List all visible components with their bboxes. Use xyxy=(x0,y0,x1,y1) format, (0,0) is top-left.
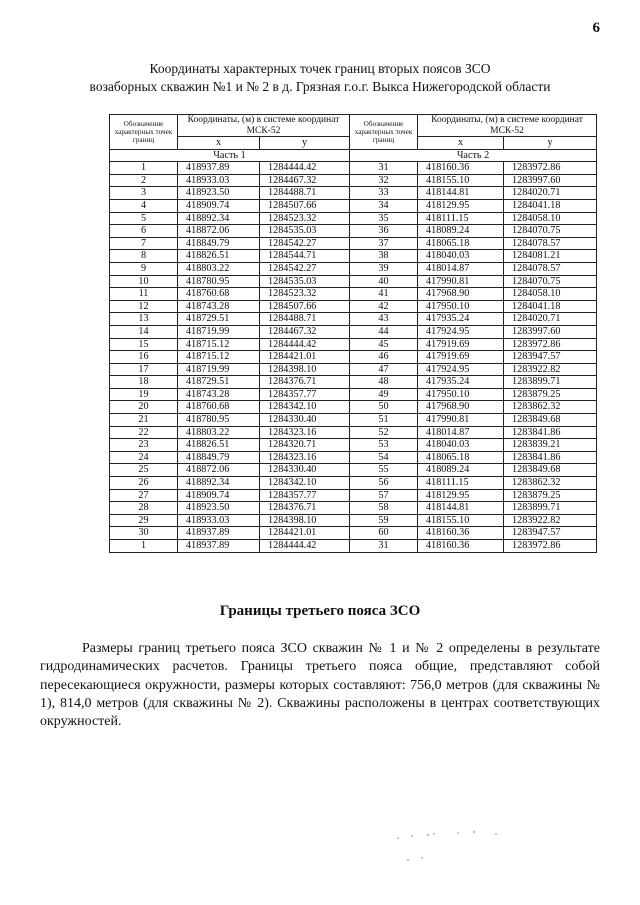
cell-y-2: 1284041.18 xyxy=(504,300,597,313)
cell-y-1: 1284507.66 xyxy=(260,199,350,212)
cell-x-1: 418780.95 xyxy=(178,414,260,427)
cell-point-1: 29 xyxy=(110,514,178,527)
cell-x-1: 418715.12 xyxy=(178,338,260,351)
header-point-label-part1: Обозначение характерных точек границ xyxy=(110,115,178,150)
cell-y-2: 1283841.86 xyxy=(504,426,597,439)
cell-point-1: 1 xyxy=(110,540,178,553)
cell-point-2: 38 xyxy=(350,250,418,263)
cell-y-1: 1284342.10 xyxy=(260,401,350,414)
table-row xyxy=(110,414,597,427)
cell-point-1: 1 xyxy=(110,162,178,175)
cell-point-2: 39 xyxy=(350,262,418,275)
cell-point-1: 14 xyxy=(110,325,178,338)
cell-x-1: 418803.22 xyxy=(178,426,260,439)
cell-x-2: 417968.90 xyxy=(418,401,504,414)
cell-point-2: 33 xyxy=(350,187,418,200)
cell-y-1: 1284488.71 xyxy=(260,313,350,326)
cell-y-1: 1284542.27 xyxy=(260,237,350,250)
cell-y-2: 1283862.32 xyxy=(504,477,597,490)
cell-point-1: 18 xyxy=(110,376,178,389)
cell-point-2: 50 xyxy=(350,401,418,414)
cell-point-1: 13 xyxy=(110,313,178,326)
cell-y-1: 1284535.03 xyxy=(260,225,350,238)
cell-point-2: 52 xyxy=(350,426,418,439)
cell-point-2: 55 xyxy=(350,464,418,477)
header-x-part1: x xyxy=(178,137,260,150)
cell-point-2: 49 xyxy=(350,388,418,401)
cell-x-1: 418892.34 xyxy=(178,477,260,490)
cell-y-2: 1283997.60 xyxy=(504,174,597,187)
table-row xyxy=(110,288,597,301)
cell-x-2: 417919.69 xyxy=(418,351,504,364)
cell-y-1: 1284330.40 xyxy=(260,414,350,427)
cell-point-2: 58 xyxy=(350,502,418,515)
cell-x-1: 418849.79 xyxy=(178,451,260,464)
cell-point-1: 12 xyxy=(110,300,178,313)
cell-x-2: 417950.10 xyxy=(418,388,504,401)
cell-point-1: 26 xyxy=(110,477,178,490)
cell-point-1: 7 xyxy=(110,237,178,250)
table-row xyxy=(110,514,597,527)
cell-point-1: 16 xyxy=(110,351,178,364)
cell-point-2: 46 xyxy=(350,351,418,364)
cell-y-2: 1283841.86 xyxy=(504,451,597,464)
part-2-label: Часть 2 xyxy=(350,149,597,162)
table-row xyxy=(110,250,597,263)
table-row xyxy=(110,275,597,288)
table-row xyxy=(110,162,597,175)
cell-y-2: 1284078.57 xyxy=(504,237,597,250)
cell-y-2: 1284070.75 xyxy=(504,275,597,288)
table-row xyxy=(110,262,597,275)
table-row xyxy=(110,401,597,414)
cell-x-1: 418743.28 xyxy=(178,388,260,401)
table-row xyxy=(110,351,597,364)
table-row xyxy=(110,527,597,540)
cell-point-2: 51 xyxy=(350,414,418,427)
cell-point-2: 41 xyxy=(350,288,418,301)
cell-y-2: 1283947.57 xyxy=(504,527,597,540)
cell-x-1: 418760.68 xyxy=(178,288,260,301)
cell-point-1: 9 xyxy=(110,262,178,275)
table-row xyxy=(110,325,597,338)
cell-point-1: 4 xyxy=(110,199,178,212)
cell-point-1: 24 xyxy=(110,451,178,464)
cell-point-1: 23 xyxy=(110,439,178,452)
cell-x-1: 418826.51 xyxy=(178,439,260,452)
cell-x-1: 418729.51 xyxy=(178,313,260,326)
header-y-part1: y xyxy=(260,137,350,150)
cell-y-1: 1284544.71 xyxy=(260,250,350,263)
cell-y-2: 1283849.68 xyxy=(504,414,597,427)
cell-y-1: 1284421.01 xyxy=(260,351,350,364)
cell-x-1: 418803.22 xyxy=(178,262,260,275)
cell-y-1: 1284357.77 xyxy=(260,388,350,401)
cell-x-1: 418872.06 xyxy=(178,464,260,477)
coordinates-table xyxy=(109,114,597,553)
header-point-label-part2: Обозначение характерных точек границ xyxy=(350,115,418,150)
cell-x-2: 417990.81 xyxy=(418,414,504,427)
cell-x-2: 418014.87 xyxy=(418,262,504,275)
cell-x-1: 418719.99 xyxy=(178,363,260,376)
cell-point-1: 22 xyxy=(110,426,178,439)
cell-point-2: 53 xyxy=(350,439,418,452)
cell-point-1: 2 xyxy=(110,174,178,187)
cell-y-1: 1284323.16 xyxy=(260,451,350,464)
cell-point-1: 28 xyxy=(110,502,178,515)
cell-y-2: 1283879.25 xyxy=(504,489,597,502)
cell-x-2: 418111.15 xyxy=(418,212,504,225)
cell-x-2: 418129.95 xyxy=(418,199,504,212)
cell-point-2: 43 xyxy=(350,313,418,326)
cell-point-1: 10 xyxy=(110,275,178,288)
cell-x-2: 418129.95 xyxy=(418,489,504,502)
cell-y-1: 1284323.16 xyxy=(260,426,350,439)
cell-point-2: 31 xyxy=(350,162,418,175)
cell-x-1: 418719.99 xyxy=(178,325,260,338)
cell-x-1: 418937.89 xyxy=(178,162,260,175)
table-row xyxy=(110,363,597,376)
cell-x-1: 418849.79 xyxy=(178,237,260,250)
table-row xyxy=(110,174,597,187)
table-row xyxy=(110,237,597,250)
cell-x-2: 417924.95 xyxy=(418,363,504,376)
cell-x-2: 418065.18 xyxy=(418,237,504,250)
cell-x-1: 418872.06 xyxy=(178,225,260,238)
cell-x-2: 418155.10 xyxy=(418,514,504,527)
table-row xyxy=(110,502,597,515)
cell-x-1: 418909.74 xyxy=(178,489,260,502)
cell-x-2: 417935.24 xyxy=(418,376,504,389)
cell-x-1: 418760.68 xyxy=(178,401,260,414)
cell-y-1: 1284535.03 xyxy=(260,275,350,288)
cell-x-1: 418937.89 xyxy=(178,527,260,540)
cell-point-2: 45 xyxy=(350,338,418,351)
part-1-label: Часть 1 xyxy=(110,149,350,162)
table-row xyxy=(110,426,597,439)
cell-x-1: 418933.03 xyxy=(178,514,260,527)
cell-x-1: 418715.12 xyxy=(178,351,260,364)
cell-y-1: 1284376.71 xyxy=(260,502,350,515)
cell-point-2: 31 xyxy=(350,540,418,553)
cell-y-1: 1284444.42 xyxy=(260,162,350,175)
cell-x-2: 418014.87 xyxy=(418,426,504,439)
cell-y-1: 1284467.32 xyxy=(260,325,350,338)
cell-y-1: 1284342.10 xyxy=(260,477,350,490)
cell-x-1: 418743.28 xyxy=(178,300,260,313)
cell-x-2: 418155.10 xyxy=(418,174,504,187)
cell-x-2: 418089.24 xyxy=(418,464,504,477)
cell-y-2: 1283849.68 xyxy=(504,464,597,477)
cell-y-1: 1284421.01 xyxy=(260,527,350,540)
cell-point-1: 5 xyxy=(110,212,178,225)
cell-point-2: 44 xyxy=(350,325,418,338)
table-row xyxy=(110,225,597,238)
cell-point-1: 27 xyxy=(110,489,178,502)
header-coords-part2: Координаты, (м) в системе координат МСК-52 xyxy=(418,115,597,137)
header-coords-part1: Координаты, (м) в системе координат МСК-52 xyxy=(178,115,350,137)
cell-y-1: 1284523.32 xyxy=(260,212,350,225)
cell-y-2: 1283972.86 xyxy=(504,540,597,553)
cell-y-1: 1284488.71 xyxy=(260,187,350,200)
cell-x-2: 417968.90 xyxy=(418,288,504,301)
table-row xyxy=(110,451,597,464)
cell-x-2: 417935.24 xyxy=(418,313,504,326)
table-row xyxy=(110,300,597,313)
cell-point-2: 48 xyxy=(350,376,418,389)
cell-y-2: 1283972.86 xyxy=(504,338,597,351)
table-row xyxy=(110,376,597,389)
cell-x-1: 418933.03 xyxy=(178,174,260,187)
section-title: Границы третьего пояса ЗСО xyxy=(219,603,421,619)
table-row xyxy=(110,439,597,452)
cell-y-1: 1284507.66 xyxy=(260,300,350,313)
cell-point-1: 30 xyxy=(110,527,178,540)
cell-x-1: 418780.95 xyxy=(178,275,260,288)
cell-y-2: 1284020.71 xyxy=(504,313,597,326)
cell-point-2: 32 xyxy=(350,174,418,187)
cell-point-2: 59 xyxy=(350,514,418,527)
cell-y-1: 1284357.77 xyxy=(260,489,350,502)
cell-y-1: 1284398.10 xyxy=(260,514,350,527)
caption-line-2: возаборных скважин №1 и № 2 в д. Грязная г.о.г. Выкса Нижегородской области xyxy=(89,79,551,94)
cell-x-2: 418144.81 xyxy=(418,187,504,200)
table-row xyxy=(110,540,597,553)
cell-x-1: 418923.50 xyxy=(178,502,260,515)
table-row xyxy=(110,313,597,326)
cell-y-2: 1284058.10 xyxy=(504,212,597,225)
cell-y-1: 1284542.27 xyxy=(260,262,350,275)
table-row xyxy=(110,464,597,477)
cell-y-1: 1284467.32 xyxy=(260,174,350,187)
cell-y-2: 1283862.32 xyxy=(504,401,597,414)
cell-point-2: 54 xyxy=(350,451,418,464)
cell-x-2: 418111.15 xyxy=(418,477,504,490)
table-row xyxy=(110,187,597,200)
cell-point-2: 36 xyxy=(350,225,418,238)
cell-point-2: 57 xyxy=(350,489,418,502)
cell-y-2: 1283839.21 xyxy=(504,439,597,452)
cell-y-1: 1284444.42 xyxy=(260,338,350,351)
cell-x-1: 418826.51 xyxy=(178,250,260,263)
cell-point-2: 37 xyxy=(350,237,418,250)
cell-x-2: 418089.24 xyxy=(418,225,504,238)
cell-x-2: 417919.69 xyxy=(418,338,504,351)
cell-x-1: 418937.89 xyxy=(178,540,260,553)
cell-point-1: 20 xyxy=(110,401,178,414)
cell-point-1: 21 xyxy=(110,414,178,427)
body-paragraph: Размеры границ третьего пояса ЗСО скважин № 1 и № 2 определены в результате гидродинамических расчетов. Границы третьего пояса общие, представляют собой пересекающиеся окружности, размеры которых составляют: 756,0 метров (для скважины № 1), 814,0 метров (для скважины № 2). Скважины расположены в центрах соответствующих окружностей. xyxy=(40,641,600,730)
cell-y-2: 1284070.75 xyxy=(504,225,597,238)
cell-x-1: 418923.50 xyxy=(178,187,260,200)
table-caption xyxy=(0,60,640,96)
cell-x-2: 418065.18 xyxy=(418,451,504,464)
cell-y-2: 1284078.57 xyxy=(504,262,597,275)
table-row xyxy=(110,477,597,490)
cell-point-2: 35 xyxy=(350,212,418,225)
cell-point-1: 17 xyxy=(110,363,178,376)
table-row xyxy=(110,199,597,212)
cell-y-2: 1283972.86 xyxy=(504,162,597,175)
cell-y-2: 1283899.71 xyxy=(504,502,597,515)
cell-point-1: 3 xyxy=(110,187,178,200)
cell-y-2: 1284081.21 xyxy=(504,250,597,263)
cell-y-2: 1283879.25 xyxy=(504,388,597,401)
cell-y-2: 1284041.18 xyxy=(504,199,597,212)
cell-y-1: 1284444.42 xyxy=(260,540,350,553)
table-row xyxy=(110,489,597,502)
cell-point-2: 47 xyxy=(350,363,418,376)
cell-y-1: 1284523.32 xyxy=(260,288,350,301)
header-x-part2: x xyxy=(418,137,504,150)
cell-y-2: 1284020.71 xyxy=(504,187,597,200)
faint-marks xyxy=(388,820,508,865)
cell-point-2: 34 xyxy=(350,199,418,212)
cell-x-2: 417990.81 xyxy=(418,275,504,288)
table-row xyxy=(110,388,597,401)
cell-x-2: 418160.36 xyxy=(418,540,504,553)
table-row xyxy=(110,338,597,351)
cell-x-2: 418040.03 xyxy=(418,250,504,263)
cell-x-1: 418909.74 xyxy=(178,199,260,212)
cell-y-2: 1283899.71 xyxy=(504,376,597,389)
cell-y-2: 1283997.60 xyxy=(504,325,597,338)
cell-y-1: 1284398.10 xyxy=(260,363,350,376)
cell-x-2: 418144.81 xyxy=(418,502,504,515)
cell-point-1: 6 xyxy=(110,225,178,238)
cell-point-1: 25 xyxy=(110,464,178,477)
cell-x-2: 417950.10 xyxy=(418,300,504,313)
cell-x-1: 418892.34 xyxy=(178,212,260,225)
cell-x-2: 418160.36 xyxy=(418,162,504,175)
cell-point-1: 19 xyxy=(110,388,178,401)
cell-x-2: 418040.03 xyxy=(418,439,504,452)
cell-y-2: 1283922.82 xyxy=(504,363,597,376)
table-row xyxy=(110,212,597,225)
cell-point-2: 60 xyxy=(350,527,418,540)
cell-point-1: 15 xyxy=(110,338,178,351)
cell-point-2: 56 xyxy=(350,477,418,490)
cell-y-1: 1284320.71 xyxy=(260,439,350,452)
table-body xyxy=(110,162,597,552)
cell-point-1: 8 xyxy=(110,250,178,263)
caption-line-1: Координаты характерных точек границ вторых поясов ЗСО xyxy=(149,61,491,76)
cell-y-2: 1283922.82 xyxy=(504,514,597,527)
cell-y-1: 1284376.71 xyxy=(260,376,350,389)
cell-x-2: 417924.95 xyxy=(418,325,504,338)
page-number: 6 xyxy=(592,20,600,36)
cell-y-2: 1283947.57 xyxy=(504,351,597,364)
cell-point-2: 42 xyxy=(350,300,418,313)
cell-point-1: 11 xyxy=(110,288,178,301)
cell-point-2: 40 xyxy=(350,275,418,288)
cell-y-2: 1284058.10 xyxy=(504,288,597,301)
cell-x-2: 418160.36 xyxy=(418,527,504,540)
header-y-part2: y xyxy=(504,137,597,150)
cell-y-1: 1284330.40 xyxy=(260,464,350,477)
cell-x-1: 418729.51 xyxy=(178,376,260,389)
